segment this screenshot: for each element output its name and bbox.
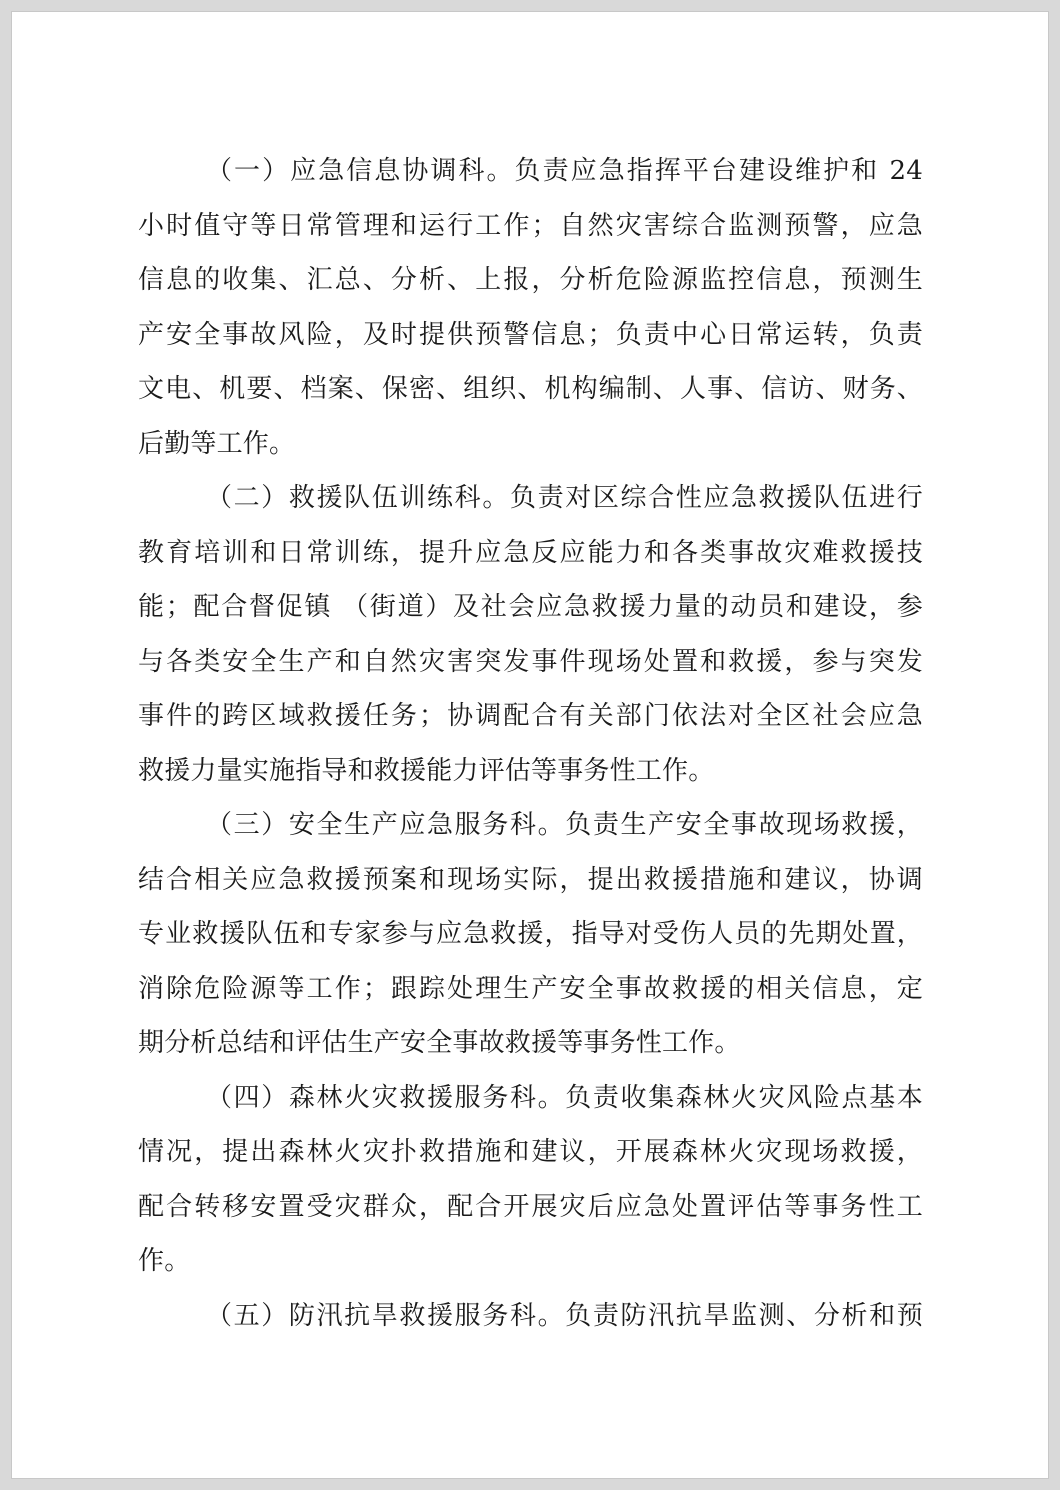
text-line: 期分析总结和评估生产安全事故救援等事务性工作。 (138, 1028, 741, 1058)
text-line: 救援力量实施指导和救援能力评估等事务性工作。 (138, 755, 715, 786)
text-line: 后勤等工作。 (138, 428, 296, 459)
text-line: 信息的收集、汇总、分析、上报，分析危险源监控信息，预测生 (138, 265, 923, 295)
text-line: 消除危险源等工作；跟踪处理生产安全事故救援的相关信息，定 (138, 973, 923, 1004)
document-page (12, 12, 1048, 1478)
text-line: 产安全事故风险，及时提供预警信息；负责中心日常运转，负责 (138, 319, 923, 350)
text-line: （一）应急信息协调科。负责应急指挥平台建设维护和 24 (206, 156, 923, 186)
text-line: 结合相关应急救援预案和现场实际，提出救援措施和建议，协调 (138, 864, 923, 895)
text-line: 配合转移安置受灾群众，配合开展灾后应急处置评估等事务性工 (138, 1191, 923, 1222)
text-line: 情况，提出森林火灾扑救措施和建议，开展森林火灾现场救援， (138, 1137, 923, 1167)
text-line: 小时值守等日常管理和运行工作；自然灾害综合监测预警，应急 (138, 210, 923, 241)
text-line: （二）救援队伍训练科。负责对区综合性应急救援队伍进行 (206, 483, 923, 513)
document-body (138, 144, 923, 1343)
text-line: 教育培训和日常训练，提升应急反应能力和各类事故灾难救援技 (138, 537, 923, 568)
text-line: 文电、机要、档案、保密、组织、机构编制、人事、信访、财务、 (138, 374, 923, 404)
text-line: （五）防汛抗旱救援服务科。负责防汛抗旱监测、分析和预 (206, 1300, 923, 1331)
text-line: （三）安全生产应急服务科。负责生产安全事故现场救援， (206, 810, 923, 840)
text-line: 作。 (138, 1246, 191, 1276)
text-line: （四）森林火灾救援服务科。负责收集森林火灾风险点基本 (206, 1082, 923, 1113)
text-line: 事件的跨区域救援任务；协调配合有关部门依法对全区社会应急 (138, 701, 923, 731)
text-line: 与各类安全生产和自然灾害突发事件现场处置和救援，参与突发 (138, 646, 923, 677)
text-line: 能；配合督促镇 （街道）及社会应急救援力量的动员和建设，参 (138, 592, 923, 622)
text-line: 专业救援队伍和专家参与应急救援，指导对受伤人员的先期处置， (138, 919, 923, 949)
